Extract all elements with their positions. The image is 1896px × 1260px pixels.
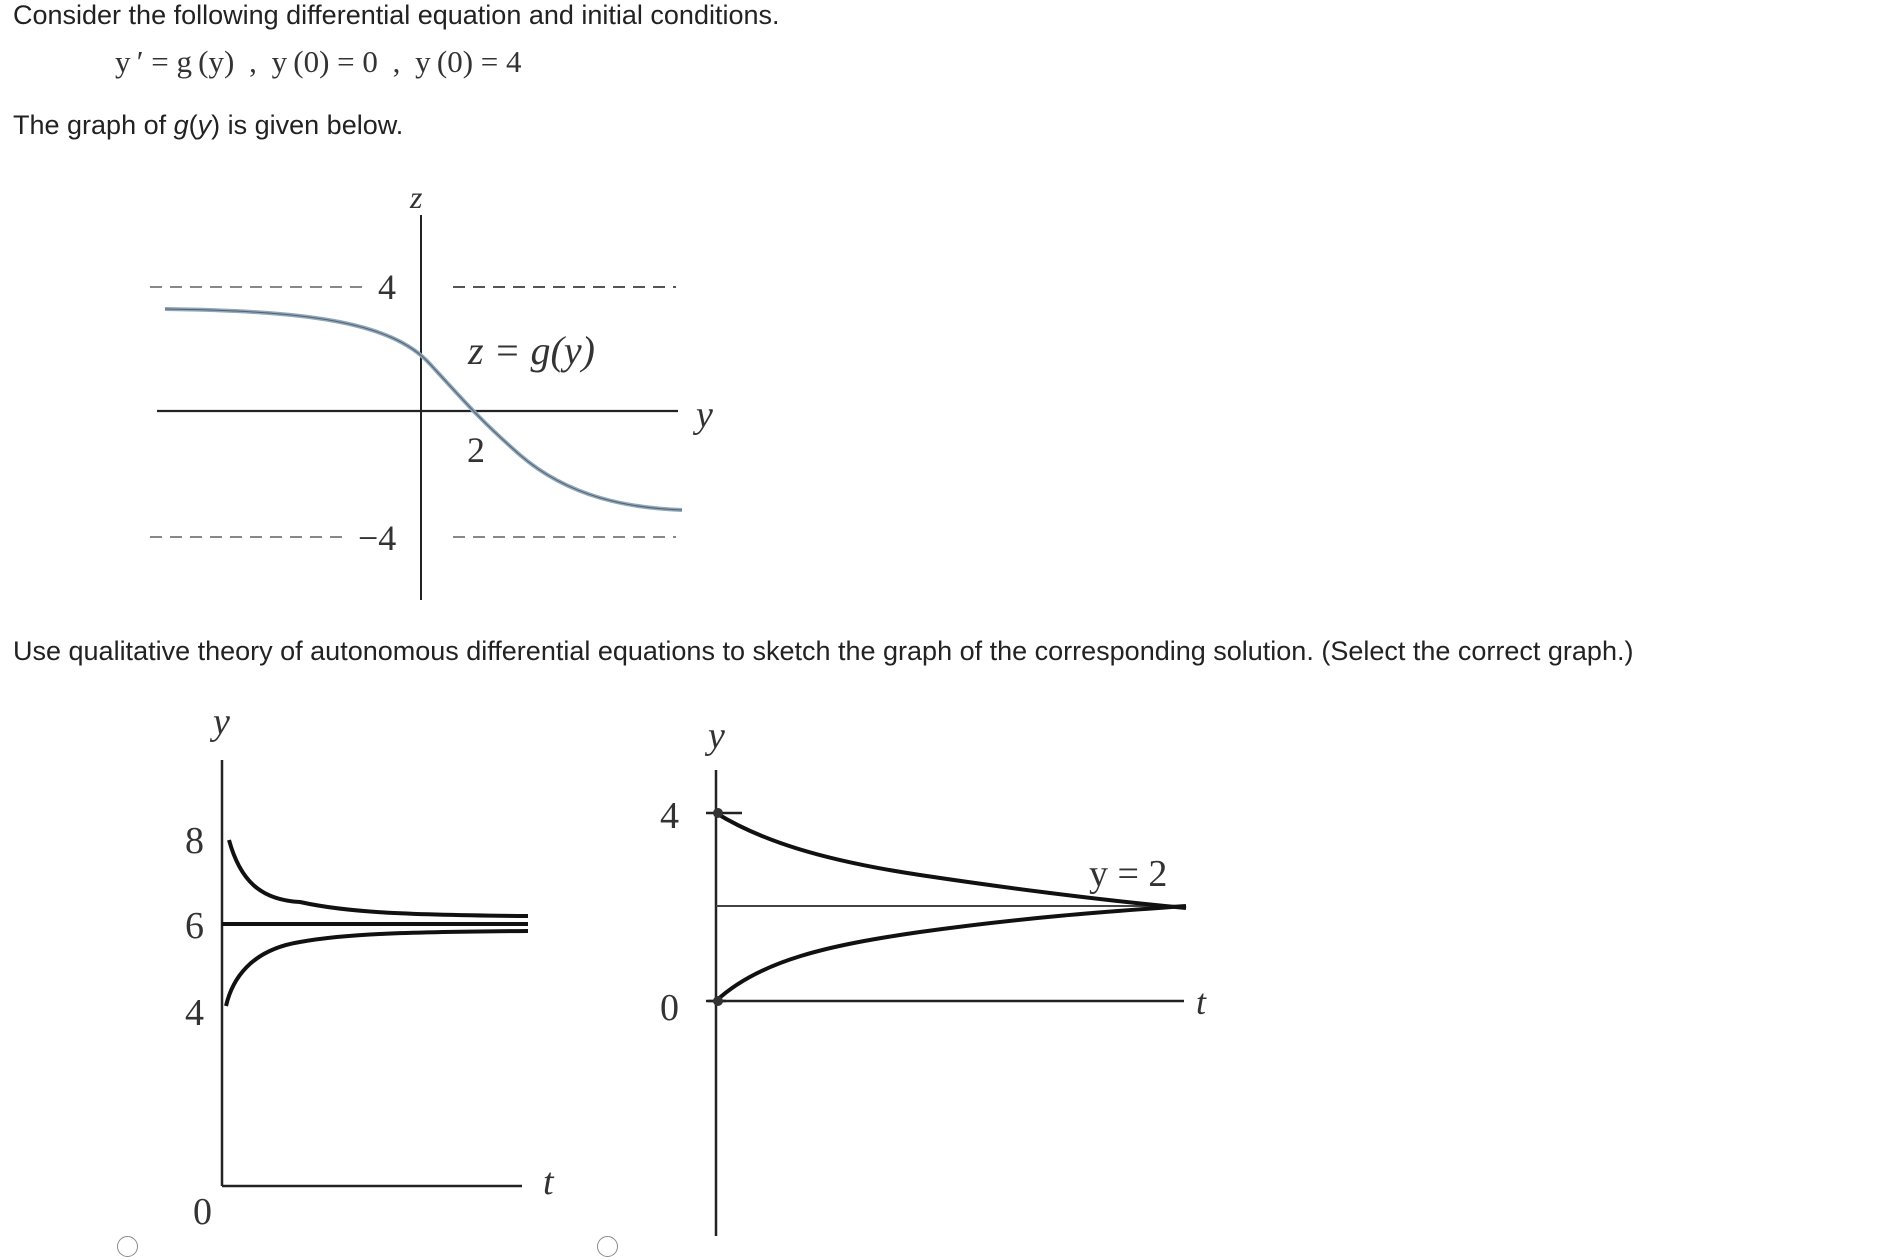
g-curve-outline (165, 309, 682, 510)
option-b-radio[interactable] (597, 1236, 618, 1257)
initial-condition-1: y (0) = 0 (271, 44, 378, 79)
root-label: 2 (467, 430, 485, 470)
curve-label: z = g(y) (468, 328, 595, 373)
lower-asymptote-label: −4 (358, 518, 397, 558)
option-b-t-label: t (1196, 982, 1207, 1022)
graph-intro: The graph of g(y) is given below. (13, 110, 404, 140)
option-b-y-label: y (708, 715, 725, 757)
option-b-point-0 (713, 996, 723, 1006)
option-a-y-label: y (213, 701, 230, 743)
initial-condition-2: y (0) = 4 (415, 44, 522, 79)
option-a-tick-8: 8 (185, 820, 204, 862)
equation-separator-2: , (392, 44, 401, 79)
option-b-tick-0-label: 0 (660, 987, 679, 1029)
option-a-radio[interactable] (117, 1236, 138, 1257)
problem-intro: Consider the following differential equation and initial conditions. (13, 0, 780, 30)
g-curve (165, 309, 682, 510)
option-a-origin-label: 0 (193, 1191, 212, 1233)
y-axis-label: y (696, 394, 713, 436)
option-b-curve-lower (716, 906, 1186, 1001)
g-graph (150, 179, 713, 600)
option-a-graph (185, 701, 555, 1233)
option-a-curve-lower (226, 931, 528, 1006)
instruction-text: Use qualitative theory of autonomous differential equations to sketch the graph of the corresponding solution. (Select the correct graph.) (13, 636, 1634, 666)
option-b-equilibrium-label: y = 2 (1089, 853, 1168, 895)
option-b-point-4 (713, 808, 723, 818)
option-a-tick-4: 4 (185, 992, 204, 1034)
equation-lhs: y ′ = g (y) (115, 44, 235, 79)
option-a-tick-6: 6 (185, 905, 204, 947)
z-axis-label: z (410, 179, 423, 215)
option-b-graph (660, 715, 1207, 1236)
upper-asymptote-label: 4 (378, 267, 396, 307)
option-a-t-label: t (543, 1161, 554, 1203)
equation-separator-1: , (249, 44, 257, 79)
option-b-tick-4-label: 4 (660, 795, 679, 837)
option-a-curve-upper (229, 840, 528, 916)
